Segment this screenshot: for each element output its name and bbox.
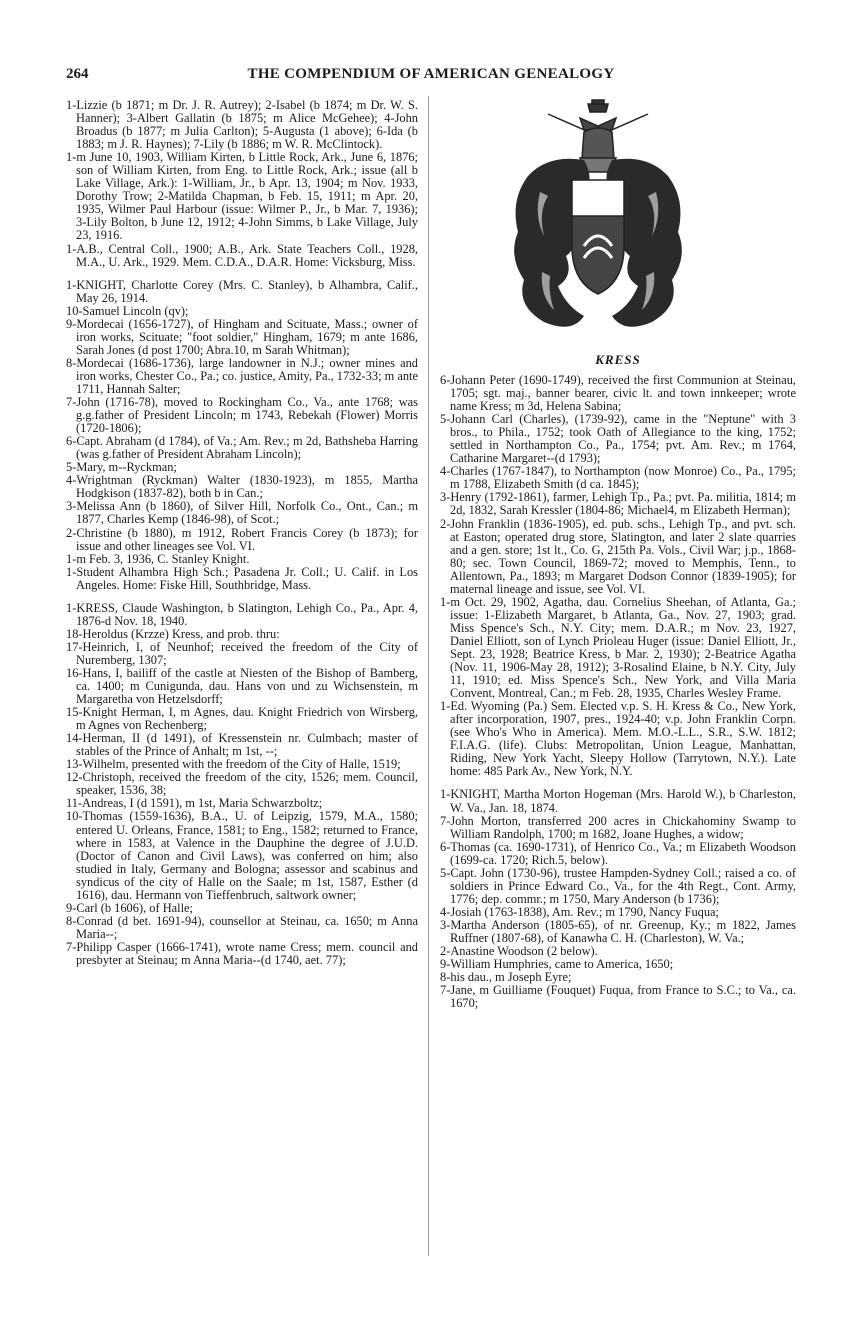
- page-number: 264: [66, 66, 89, 82]
- entry-heading-knight-martha: 1-KNIGHT, Martha Morton Hogeman (Mrs. Harold W.), b Charleston, W. Va., Jan. 18, 1874.: [440, 787, 796, 815]
- entry-paragraph: 2-John Franklin (1836-1905), ed. pub. schs., Lehigh Tp., and pvt. sch. at Easton; operated drug store, Slatington, and later 2 slate quarries and a gen. store; 1st lt., Co. G, 215th Pa. Vols., Civil War; j.p., 1868-80; sec. Town Council, 1869-72; moved to Memphis, Tenn., to Allentown, Pa., 1893; m Margaret Dodson Connor (1839-1905); for maternal lineage and issue, see Vol. VI.: [440, 516, 796, 596]
- entry-paragraph: 1-Lizzie (b 1871; m Dr. J. R. Autrey); 2-Isabel (b 1874; m Dr. W. S. Hanner); 3-Albert Gallatin (b 1875; m Alice McGehee); 4-John Broadus (b 1877; m Julia Carlton); 5-Augusta (1 above); 6-Ida (b 1883; m J. R. Haynes); 7-Lily (b 1886; m W. R. McClintock).: [66, 98, 418, 152]
- entry-paragraph: 8-Mordecai (1686-1736), large landowner in N.J.; owner mines and iron works, Chester Co., Pa.; co. justice, Amity, Pa., 1732-33; m ante 1711, Hannah Salter;: [66, 355, 418, 396]
- entry-paragraph: 9-Carl (b 1606), of Halle;: [66, 900, 193, 915]
- entry-paragraph: 7-Jane, m Guilliame (Fouquet) Fuqua, from France to S.C.; to Va., ca. 1670;: [440, 983, 796, 1011]
- entry-paragraph: 7-John Morton, transferred 200 acres in Chickahominy Swamp to William Randolph, 1700; m 1682, Joane Hughes, a widow;: [440, 813, 796, 841]
- entry-paragraph: 5-Capt. John (1730-96), trustee Hampden-Sydney Coll.; raised a co. of soldiers in Prince Edward Co., Va., for the 4th Regt., Cont. Army, 1776; dep. commr.; m 1750, Mary Anderson (b 1736);: [440, 865, 796, 906]
- entry-paragraph: 1-m Oct. 29, 1902, Agatha, dau. Cornelius Sheehan, of Atlanta, Ga.; issue: 1-Elizabeth Margaret, b Atlanta, Ga., Nov. 27, 1903; grad. Miss Spence's Sch., N.Y. City; mem. D.A.R.; m Nov. 23, 1927, Daniel Elliott, son of Lynch Prioleau Huger (issue: Daniel Elliott, Jr., Sept. 23, 1928; Beatrice Kress, b Mar. 2, 1930); 2-Beatrice Agatha (Nov. 11, 1906-May 28, 1912); 3-Rosalind Elaine, b N.Y. City, July 11, 1910; ed. Miss Spence's Sch., New York, and Villa Maria Convent, Montreal, Can.; m Feb. 28, 1935, Charles Wesley Frame.: [440, 594, 796, 701]
- entry-paragraph: 13-Wilhelm, presented with the freedom of the City of Halle, 1519;: [66, 757, 401, 772]
- entry-paragraph: 5-Mary, m--Ryckman;: [66, 460, 177, 475]
- entry-heading-kress-claude: 1-KRESS, Claude Washington, b Slatington, Lehigh Co., Pa., Apr. 4, 1876-d Nov. 18, 1940.: [66, 600, 418, 628]
- left-column: [66, 99, 418, 967]
- entry-paragraph: 14-Herman, II (d 1491), of Kressenstein nr. Culmbach; master of stables of the Prince of Anhalt; m 1st, --;: [66, 731, 418, 759]
- entry-paragraph: 10-Thomas (1559-1636), B.A., U. of Leipzig, 1579, M.A., 1580; entered U. Orleans, France, 1581; to Eng., 1582; returned to France, where in 1583, at Valence in the Dauphine the degree of J.U.D. (Doctor of Canon and Civil Laws), was conferred on him; also studied in Italy, Germany and Bologna; assessor and scabinus and syndicus of the city of Halle on the Saale; m 1st, 1587, Esther (d 1616), dau. Hermann von Tieffenbruch, saltwork owner;: [66, 809, 418, 902]
- entry-paragraph: 7-John (1716-78), moved to Rockingham Co., Va., ante 1768; was g.g.father of President Lincoln; m 1743, Rebekah (Flower) Morris (1720-1806);: [66, 395, 418, 436]
- entry-heading-knight-charlotte: 1-KNIGHT, Charlotte Corey (Mrs. C. Stanley), b Alhambra, Calif., May 26, 1914.: [66, 277, 418, 305]
- kress-coat-of-arms: [488, 96, 708, 348]
- entry-paragraph: 18-Heroldus (Krzze) Kress, and prob. thru:: [66, 626, 280, 641]
- entry-paragraph: 17-Heinrich, I, of Neunhof; received the freedom of the City of Nuremberg, 1307;: [66, 639, 418, 667]
- entry-paragraph: 6-Thomas (ca. 1690-1731), of Henrico Co., Va.; m Elizabeth Woodson (1699-ca. 1720; Rich.5, below).: [440, 839, 796, 867]
- entry-paragraph: 15-Knight Herman, I, m Agnes, dau. Knight Friedrich von Wirsberg, m Agnes von Rechenberg;: [66, 705, 418, 733]
- crest-caption: KRESS: [595, 352, 641, 367]
- entry-paragraph: 6-Capt. Abraham (d 1784), of Va.; Am. Rev.; m 2d, Bathsheba Harring (was g.father of President Abraham Lincoln);: [66, 434, 418, 462]
- entry-paragraph: 4-Charles (1767-1847), to Northampton (now Monroe) Co., Pa., 1795; m 1788, Elizabeth Smith (d ca. 1845);: [440, 464, 796, 492]
- entry-paragraph: 3-Martha Anderson (1805-65), of nr. Greenup, Ky.; m 1822, James Ruffner (1807-68), of Kanawha C. H. (Charleston), W. Va.;: [440, 917, 796, 945]
- entry-paragraph: 10-Samuel Lincoln (qv);: [66, 303, 189, 318]
- entry-paragraph: 6-Johann Peter (1690-1749), received the first Communion at Steinau, 1705; sgt. maj., banner bearer, civic lt. and town innkeeper; wrote name Kress; m 3d, Helena Sabina;: [440, 373, 796, 414]
- entry-paragraph: 7-Philipp Casper (1666-1741), wrote name Cress; mem. council and presbyter at Steinau; m Anna Maria--(d 1740, aet. 77);: [66, 939, 418, 967]
- entry-paragraph: 2-Christine (b 1880), m 1912, Robert Francis Corey (b 1873); for issue and other lineages see Vol. VI.: [66, 525, 418, 553]
- entry-paragraph: 1-Ed. Wyoming (Pa.) Sem. Elected v.p. S. H. Kress & Co., New York, after incorporation, 1907, pres., 1924-40; v.p. John Franklin Corpn. (see Who's Who in America). Mem. M.O.-L.L., S.R., S.W. 1812; F.I.A.G. (life). Clubs: Metropolitan, Union League, Manhattan, Riding, New York Yacht, Sleepy Hollow (Tarrytown, N.Y.). Late home: 485 Park Av., New York, N.Y.: [440, 699, 796, 779]
- entry-paragraph: 1-m June 10, 1903, William Kirten, b Little Rock, Ark., June 6, 1876; son of William Kirten, from Eng. to Little Rock, Ark.; issue (all b Lake Village, Ark.): 1-William, Jr., b Apr. 13, 1904; m Nov. 1933, Dorothy Trow; 2-Matilda Chapman, b Feb. 15, 1911; m Apr. 20, 1935, Wilmer Paul Harbour (issue: Wilmer P., Jr., b Mar. 7, 1936); 3-Lily Bolton, b June 12, 1912; 4-John Simms, b Lake Village, July 23, 1916.: [66, 150, 418, 243]
- entry-paragraph: 2-Anastine Woodson (2 below).: [440, 944, 598, 959]
- entry-paragraph: 1-A.B., Central Coll., 1900; A.B., Ark. State Teachers Coll., 1928, M.A., U. Ark., 1929. Mem. C.D.A., D.A.R. Home: Vicksburg, Miss.: [66, 241, 418, 269]
- entry-paragraph: 3-Melissa Ann (b 1860), of Silver Hill, Norfolk Co., Ont., Can.; m 1877, Charles Kemp (1846-98), of Scot.;: [66, 499, 418, 527]
- entry-paragraph: 5-Johann Carl (Charles), (1739-92), came in the "Neptune" with 3 bros., to Phila., 1752; took Oath of Allegiance to the king, 1752; settled in Northampton Co., Pa., 1754; pvt. Am. Rev.; m 1764, Catharine Margaret--(d 1793);: [440, 412, 796, 466]
- running-title: THE COMPENDIUM OF AMERICAN GENEALOGY: [247, 66, 615, 82]
- entry-paragraph: 16-Hans, I, bailiff of the castle at Niesten of the Bishop of Bamberg, ca. 1400; m Cunigunda, dau. Hans von und zu Wichsenstein, m Margaretha von Hetzelsdorff;: [66, 665, 418, 707]
- entry-paragraph: 1-m Feb. 3, 1936, C. Stanley Knight.: [66, 551, 250, 566]
- entry-paragraph: 11-Andreas, I (d 1591), m 1st, Maria Schwarzboltz;: [66, 796, 323, 811]
- entry-paragraph: 3-Henry (1792-1861), farmer, Lehigh Tp., Pa.; pvt. Pa. militia, 1814; m 2d, 1832, Sarah Kressler (1804-86; Michael4, m Elizabeth Herman);: [440, 490, 796, 518]
- entry-paragraph: 8-Conrad (d bet. 1691-94), counsellor at Steinau, ca. 1650; m Anna Maria--;: [66, 913, 418, 941]
- entry-paragraph: 9-William Humphries, came to America, 1650;: [440, 957, 674, 972]
- entry-paragraph: 9-Mordecai (1656-1727), of Hingham and Scituate, Mass.; owner of iron works, Scituate; "foot soldier," Hingham, 1679; m ante 1686, Sarah Jones (d post 1700; Abra.10, m Sarah Whitman);: [66, 316, 418, 357]
- entry-paragraph: 4-Josiah (1763-1838), Am. Rev.; m 1790, Nancy Fuqua;: [440, 904, 719, 919]
- page-header: [66, 66, 796, 88]
- right-column: [440, 374, 796, 1010]
- entry-paragraph: 8-his dau., m Joseph Eyre;: [440, 970, 572, 985]
- column-divider: [428, 96, 429, 1256]
- entry-paragraph: 4-Wrightman (Ryckman) Walter (1830-1923), m 1855, Martha Hodgkison (1837-82), both b in Can.;: [66, 473, 418, 501]
- entry-paragraph: 12-Christoph, received the freedom of the city, 1526; mem. Council, speaker, 1536, 38;: [66, 770, 418, 798]
- entry-paragraph: 1-Student Alhambra High Sch.; Pasadena Jr. Coll.; U. Calif. in Los Angeles. Home: Fiske Hill, Southbridge, Mass.: [66, 564, 418, 592]
